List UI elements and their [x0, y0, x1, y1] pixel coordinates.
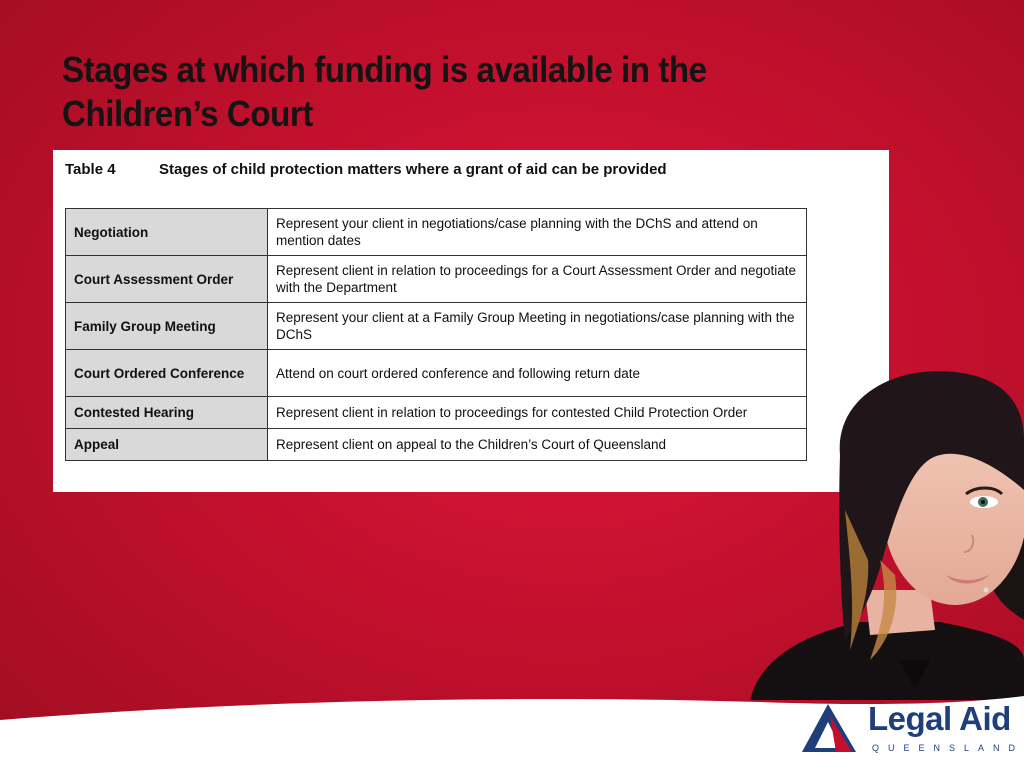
stages-table — [65, 208, 807, 461]
stage-cell: Court Assessment Order — [66, 256, 268, 303]
logo-subtitle: QUEENSLAND — [872, 743, 1024, 753]
table-row — [66, 256, 807, 303]
table-row — [66, 209, 807, 256]
description-cell: Represent client on appeal to the Children’s Court of Queensland — [268, 429, 807, 461]
person-photo — [740, 360, 1024, 700]
table-caption-title: Stages of child protection matters where a grant of aid can be provided — [159, 161, 667, 178]
stage-cell: Court Ordered Conference — [66, 350, 268, 397]
table-row — [66, 350, 807, 397]
table-row — [66, 397, 807, 429]
triangle-logo-icon — [800, 702, 862, 754]
description-cell: Represent client in relation to proceedings for contested Child Protection Order — [268, 397, 807, 429]
table-row — [66, 429, 807, 461]
stage-cell: Family Group Meeting — [66, 303, 268, 350]
description-cell: Represent your client in negotiations/case planning with the DChS and attend on mention dates — [268, 209, 807, 256]
table-caption — [65, 161, 667, 178]
stage-cell: Appeal — [66, 429, 268, 461]
table-row — [66, 303, 807, 350]
table-caption-number: Table 4 — [65, 161, 116, 178]
description-cell: Represent your client at a Family Group Meeting in negotiations/case planning with the DChS — [268, 303, 807, 350]
description-cell: Represent client in relation to proceedings for a Court Assessment Order and negotiate with the Department — [268, 256, 807, 303]
description-cell: Attend on court ordered conference and following return date — [268, 350, 807, 397]
stage-cell: Contested Hearing — [66, 397, 268, 429]
slide-title: Stages at which funding is available in the Children’s Court — [62, 49, 707, 134]
logo-name: Legal Aid — [868, 700, 1011, 737]
legal-aid-logo — [800, 700, 1024, 760]
stage-cell: Negotiation — [66, 209, 268, 256]
